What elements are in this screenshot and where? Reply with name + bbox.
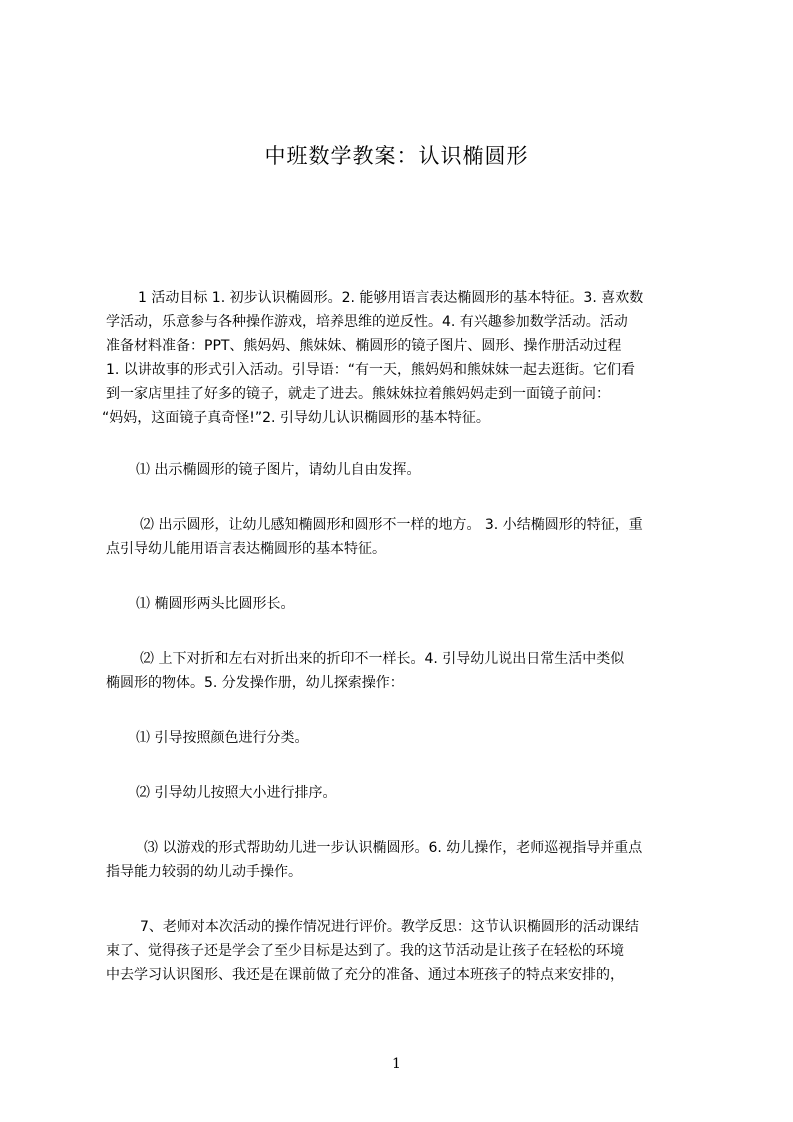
paragraph-operation-1 [106, 726, 706, 750]
paragraph-activity-overview [102, 286, 706, 430]
document-title: 中班数学教案：认识椭圆形 [264, 144, 529, 168]
text-line: ⑴ 椭圆形两头比圆形长。 [136, 596, 295, 612]
text-line: ⑶ 以游戏的形式帮助幼儿进一步认识椭圆形。6. 幼儿操作，老师巡视指导并重点 [144, 840, 643, 856]
text-line: 束了、觉得孩子还是学会了至少目标是达到了。我的这节活动是让孩子在轻松的环境 [106, 943, 624, 959]
text-line: 中去学习认识图形、我还是在课前做了充分的准备、通过本班孩子的特点来安排的， [106, 967, 624, 983]
text-line: 准备材料准备：PPT、熊妈妈、熊妹妹、椭圆形的镜子图片、圆形、操作册活动过程 [106, 338, 622, 354]
paragraph-operation-2 [106, 781, 706, 805]
text-line: ⑵ 出示圆形，让幼儿感知椭圆形和圆形不一样的地方。 3. 小结椭圆形的特征，重 [140, 517, 643, 533]
text-line: 指导能力较弱的幼儿动手操作。 [106, 864, 302, 880]
text-line: ⑵ 引导幼儿按照大小进行排序。 [136, 785, 337, 801]
text-line: ⑴ 出示椭圆形的镜子图片，请幼儿自由发挥。 [136, 462, 421, 478]
text-line: ⑴ 引导按照颜色进行分类。 [136, 730, 309, 746]
paragraph-evaluation-reflection [106, 915, 706, 987]
text-line: 1. 以讲故事的形式引入活动。引导语：“有一天，熊妈妈和熊妹妹一起去逛街。它们看 [106, 362, 636, 378]
text-line: 学活动，乐意参与各种操作游戏，培养思维的逆反性。4. 有兴趣参加数学活动。活动 [106, 314, 628, 330]
text-line: “妈妈，这面镜子真奇怪!”2. 引导幼儿认识椭圆形的基本特征。 [102, 410, 490, 426]
paragraph-feature-1 [106, 592, 706, 616]
text-line: 点引导幼儿能用语言表达椭圆形的基本特征。 [106, 541, 386, 557]
text-line: 7、老师对本次活动的操作情况进行评价。教学反思：这节认识椭圆形的活动课结 [140, 919, 639, 935]
paragraph-feature-2 [106, 647, 706, 695]
paragraph-operation-3 [106, 836, 706, 884]
paragraph-step-2 [106, 513, 706, 561]
text-line: ⑵ 上下对折和左右对折出来的折印不一样长。4. 引导幼儿说出日常生活中类似 [140, 651, 625, 667]
paragraph-step-1 [106, 458, 706, 482]
text-line: 椭圆形的物体。5. 分发操作册，幼儿探索操作： [106, 675, 404, 691]
document-body [102, 286, 706, 987]
text-line: 1 活动目标 1. 初步认识椭圆形。2. 能够用语言表达椭圆形的基本特征。3. 喜欢数 [138, 290, 644, 306]
text-line: 到一家店里挂了好多的镜子，就走了进去。熊妹妹拉着熊妈妈走到一面镜子前问： [106, 386, 610, 402]
page-number: 1 [392, 1056, 401, 1072]
